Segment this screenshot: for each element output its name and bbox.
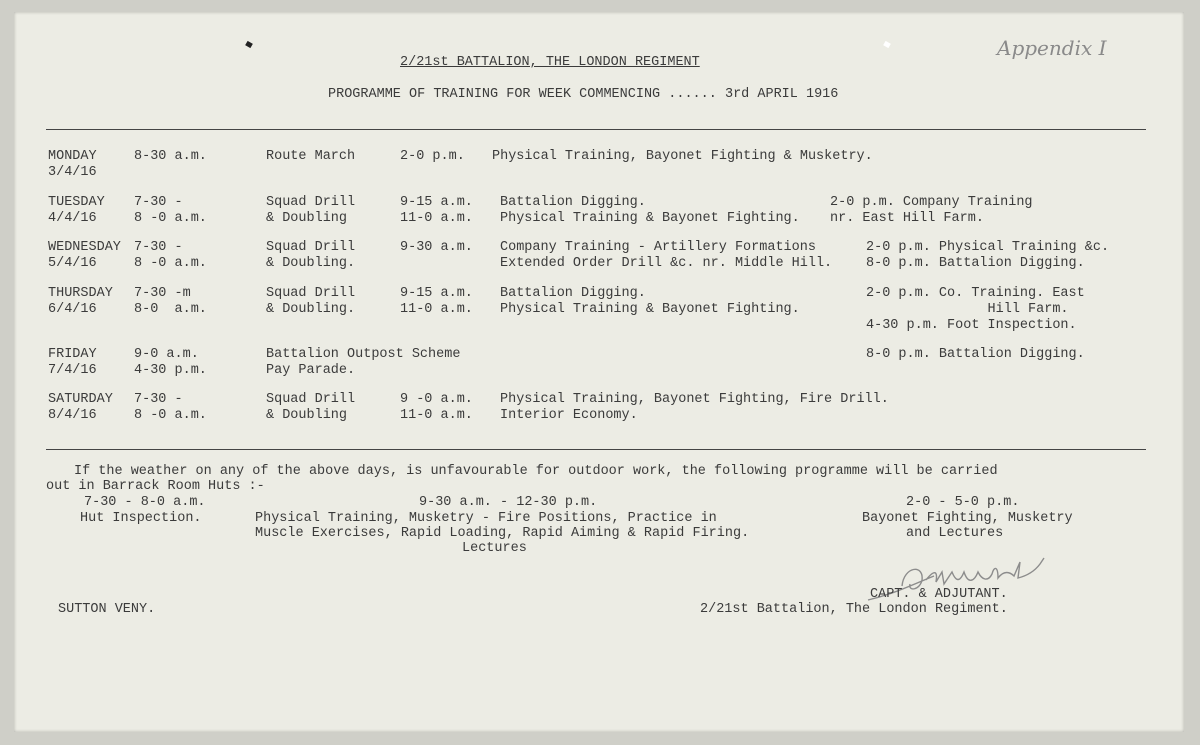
document-sheet	[14, 12, 1184, 732]
schedule-time: 11-0 a.m.	[400, 211, 473, 226]
schedule-afternoon: 8-0 p.m. Battalion Digging.	[866, 347, 1085, 362]
schedule-activity: Battalion Digging.	[500, 286, 646, 301]
schedule-activity: Pay Parade.	[266, 363, 356, 378]
schedule-date: 3/4/16	[48, 165, 97, 180]
schedule-day: TUESDAY	[48, 195, 105, 210]
signoff-unit: 2/21st Battalion, The London Regiment.	[700, 602, 1008, 617]
schedule-activity: Physical Training & Bayonet Fighting.	[500, 211, 800, 226]
schedule-activity: Physical Training, Bayonet Fighting, Fire Drill.	[500, 392, 889, 407]
schedule-time: 8-0 a.m.	[134, 302, 207, 317]
schedule-day: WEDNESDAY	[48, 240, 121, 255]
schedule-activity: & Doubling	[266, 408, 348, 423]
schedule-time: 8 -0 a.m.	[134, 408, 207, 423]
schedule-date: 8/4/16	[48, 408, 97, 423]
schedule-activity: Interior Economy.	[500, 408, 638, 423]
schedule-date: 4/4/16	[48, 211, 97, 226]
schedule-activity: & Doubling.	[266, 302, 356, 317]
schedule-time: 4-30 p.m.	[134, 363, 207, 378]
schedule-time: 11-0 a.m.	[400, 302, 473, 317]
schedule-day: SATURDAY	[48, 392, 113, 407]
schedule-activity: Route March	[266, 149, 356, 164]
morning-activity: Lectures	[462, 541, 527, 556]
afternoon-activity: and Lectures	[906, 526, 1004, 541]
schedule-day: FRIDAY	[48, 347, 97, 362]
schedule-day: MONDAY	[48, 149, 97, 164]
document-subtitle: PROGRAMME OF TRAINING FOR WEEK COMMENCING ...... 3rd APRIL 1916	[328, 87, 839, 102]
schedule-activity: Physical Training & Bayonet Fighting.	[500, 302, 800, 317]
morning-time: 9-30 a.m. - 12-30 p.m.	[419, 495, 598, 510]
schedule-time: 7-30 -m	[134, 286, 191, 301]
schedule-time: 11-0 a.m.	[400, 408, 473, 423]
schedule-time: 2-0 p.m.	[400, 149, 465, 164]
weather-note-line2: out in Barrack Room Huts :-	[46, 479, 265, 494]
schedule-activity: Battalion Outpost Scheme	[266, 347, 461, 362]
schedule-activity: Squad Drill	[266, 240, 356, 255]
ink-speck	[883, 41, 891, 48]
schedule-time: 9-0 a.m.	[134, 347, 199, 362]
schedule-time: 7-30 -	[134, 240, 183, 255]
hut-time: 7-30 - 8-0 a.m.	[84, 495, 206, 510]
weather-note-line1: If the weather on any of the above days, is unfavourable for outdoor work, the following programme will be carried	[74, 464, 998, 479]
schedule-day: THURSDAY	[48, 286, 113, 301]
schedule-activity: Squad Drill	[266, 392, 356, 407]
morning-activity: Physical Training, Musketry - Fire Positions, Practice in	[255, 511, 717, 526]
schedule-time: 8 -0 a.m.	[134, 211, 207, 226]
schedule-activity: Company Training - Artillery Formations	[500, 240, 816, 255]
schedule-time: 8 -0 a.m.	[134, 256, 207, 271]
schedule-afternoon: 8-0 p.m. Battalion Digging.	[866, 256, 1085, 271]
schedule-afternoon: nr. East Hill Farm.	[830, 211, 984, 226]
schedule-time: 9-30 a.m.	[400, 240, 473, 255]
schedule-date: 5/4/16	[48, 256, 97, 271]
schedule-time: 9-15 a.m.	[400, 195, 473, 210]
schedule-afternoon: 2-0 p.m. Physical Training &c.	[866, 240, 1110, 255]
hut-activity: Hut Inspection.	[80, 511, 202, 526]
schedule-activity: Squad Drill	[266, 286, 356, 301]
signoff-title: CAPT. & ADJUTANT.	[870, 587, 1008, 602]
schedule-afternoon: 4-30 p.m. Foot Inspection.	[866, 318, 1077, 333]
schedule-afternoon: Hill Farm.	[866, 302, 1069, 317]
document-title: 2/21st BATTALION, THE LONDON REGIMENT	[400, 55, 700, 70]
morning-activity: Muscle Exercises, Rapid Loading, Rapid Aiming & Rapid Firing.	[255, 526, 750, 541]
afternoon-time: 2-0 - 5-0 p.m.	[906, 495, 1020, 510]
schedule-activity: Battalion Digging.	[500, 195, 646, 210]
schedule-time: 7-30 -	[134, 392, 183, 407]
schedule-date: 7/4/16	[48, 363, 97, 378]
schedule-time: 7-30 -	[134, 195, 183, 210]
place-name: SUTTON VENY.	[58, 602, 156, 617]
schedule-activity: & Doubling.	[266, 256, 356, 271]
appendix-annotation: Appendix I	[997, 36, 1107, 60]
top-rule	[46, 129, 1146, 130]
schedule-activity: Extended Order Drill &c. nr. Middle Hill.	[500, 256, 833, 271]
schedule-time: 8-30 a.m.	[134, 149, 207, 164]
schedule-afternoon: 2-0 p.m. Co. Training. East	[866, 286, 1085, 301]
schedule-activity: Physical Training, Bayonet Fighting & Musketry.	[492, 149, 873, 164]
bottom-rule	[46, 449, 1146, 450]
schedule-afternoon: 2-0 p.m. Company Training	[830, 195, 1033, 210]
schedule-activity: & Doubling	[266, 211, 348, 226]
schedule-time: 9-15 a.m.	[400, 286, 473, 301]
schedule-date: 6/4/16	[48, 302, 97, 317]
schedule-time: 9 -0 a.m.	[400, 392, 473, 407]
schedule-activity: Squad Drill	[266, 195, 356, 210]
ink-speck	[245, 41, 253, 48]
afternoon-activity: Bayonet Fighting, Musketry	[862, 511, 1073, 526]
